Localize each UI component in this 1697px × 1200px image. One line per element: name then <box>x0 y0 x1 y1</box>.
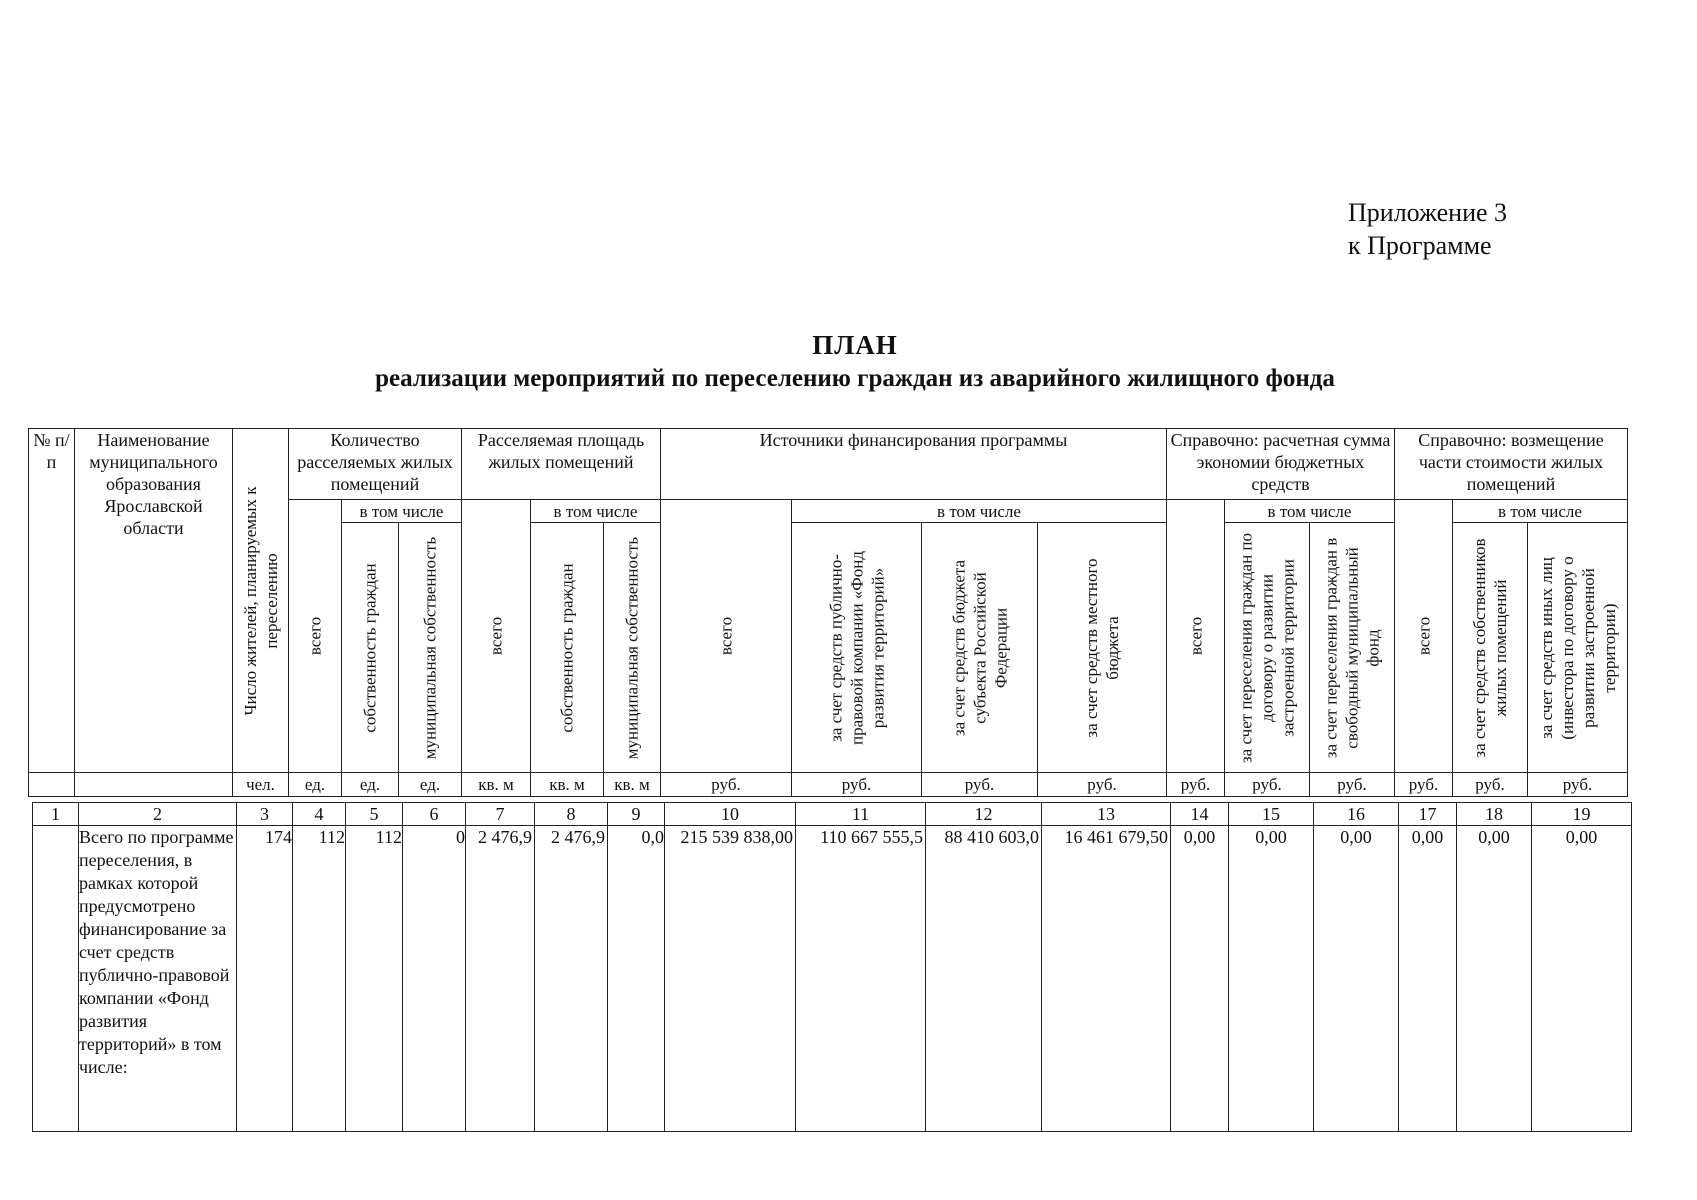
header-finance-incl: в том числе <box>792 500 1167 523</box>
column-number: 16 <box>1314 803 1399 826</box>
row-value: 2 476,9 <box>466 826 535 1132</box>
row-value: 0,00 <box>1532 826 1632 1132</box>
row-value: 16 461 679,50 <box>1042 826 1171 1132</box>
column-number: 11 <box>796 803 926 826</box>
header-fund-region: за счет средств бюджета субъекта Российской Федерации <box>922 523 1038 773</box>
header-comp-others: за счет средств иных лиц (инвестора по договору о развитии застроенной территории) <box>1528 523 1628 773</box>
unit-cell: кв. м <box>462 773 531 797</box>
header-finance-total: всего <box>661 500 792 773</box>
header-comp-incl: в том числе <box>1453 500 1628 523</box>
column-number: 8 <box>535 803 608 826</box>
title-subheading: реализации мероприятий по переселению граждан из аварийного жилищного фонда <box>375 365 1335 392</box>
row-value: 0,00 <box>1457 826 1532 1132</box>
unit-cell: ед. <box>289 773 342 797</box>
column-number: 7 <box>466 803 535 826</box>
row-value: 0,00 <box>1229 826 1314 1132</box>
column-number: 1 <box>33 803 79 826</box>
unit-cell: руб. <box>1167 773 1225 797</box>
header-group-finance: Источники финансирования программы <box>661 429 1167 500</box>
table-row <box>33 826 1632 1132</box>
column-number: 17 <box>1399 803 1457 826</box>
header-group-rooms: Количество расселяемых жилых помещений <box>289 429 462 500</box>
unit-cell-empty <box>29 773 75 797</box>
header-area-incl: в том числе <box>531 500 661 523</box>
column-number: 9 <box>608 803 665 826</box>
column-number: 14 <box>1171 803 1229 826</box>
units-row <box>29 773 1628 797</box>
column-number: 18 <box>1457 803 1532 826</box>
row-value: 112 <box>293 826 346 1132</box>
appendix-line-2: к Программе <box>1348 231 1492 260</box>
column-number: 3 <box>237 803 293 826</box>
unit-cell: руб. <box>922 773 1038 797</box>
header-fund-public: за счет средств публично-правовой компании «Фонд развития территорий» <box>792 523 922 773</box>
appendix-line-1: Приложение 3 <box>1348 198 1508 227</box>
header-area-municipal: муниципальная собственность <box>604 523 661 773</box>
header-residents: Число жителей, планируемых к переселению <box>233 429 289 773</box>
row-value: 0,00 <box>1171 826 1229 1132</box>
row-value: 0 <box>403 826 466 1132</box>
header-rooms-incl: в том числе <box>342 500 462 523</box>
header-municipality: Наименование муниципального образования Ярославской области <box>75 429 233 773</box>
row-value: 2 476,9 <box>535 826 608 1132</box>
unit-cell: руб. <box>1225 773 1310 797</box>
unit-cell: руб. <box>1395 773 1453 797</box>
plan-header-table <box>28 428 1628 797</box>
header-savings-free: за счет переселения граждан в свободный муниципальный фонд <box>1310 523 1395 773</box>
title-heading: ПЛАН <box>812 330 898 360</box>
unit-cell: кв. м <box>604 773 661 797</box>
header-area-citizens: собственность граждан <box>531 523 604 773</box>
header-group-area: Расселяемая площадь жилых помещений <box>462 429 661 500</box>
row-value: 0,0 <box>608 826 665 1132</box>
column-number: 13 <box>1042 803 1171 826</box>
header-group-compensation: Справочно: возмещение части стоимости жилых помещений <box>1395 429 1628 500</box>
header-rooms-municipal: муниципальная собственность <box>399 523 462 773</box>
row-value: 174 <box>237 826 293 1132</box>
header-rooms-citizens: собственность граждан <box>342 523 399 773</box>
document-title <box>0 328 1697 396</box>
column-number: 10 <box>665 803 796 826</box>
header-comp-owners: за счет средств собственников жилых помещений <box>1453 523 1528 773</box>
unit-cell: руб. <box>661 773 792 797</box>
unit-cell: руб. <box>1528 773 1628 797</box>
header-fund-local: за счет средств местного бюджета <box>1038 523 1167 773</box>
column-numbers-row <box>33 803 1632 826</box>
unit-cell: руб. <box>1038 773 1167 797</box>
header-rooms-total: всего <box>289 500 342 773</box>
header-group-savings: Справочно: расчетная сумма экономии бюджетных средств <box>1167 429 1395 500</box>
row-value: 0,00 <box>1399 826 1457 1132</box>
column-number: 2 <box>79 803 237 826</box>
row-value: 0,00 <box>1314 826 1399 1132</box>
row-value: 215 539 838,00 <box>665 826 796 1132</box>
header-num: № п/п <box>29 429 75 773</box>
column-number: 6 <box>403 803 466 826</box>
header-savings-contract: за счет переселения граждан по договору о развитии застроенной территории <box>1225 523 1310 773</box>
unit-cell: руб. <box>1453 773 1528 797</box>
header-comp-total: всего <box>1395 500 1453 773</box>
column-number: 5 <box>346 803 403 826</box>
appendix-label <box>1348 196 1507 262</box>
unit-cell: ед. <box>399 773 462 797</box>
row-name: Всего по программе переселения, в рамках которой предусмотрено финансирование за счет средств публично-правовой компании «Фонд развития территорий» в том числе: <box>79 826 237 1132</box>
unit-cell: руб. <box>792 773 922 797</box>
header-area-total: всего <box>462 500 531 773</box>
column-number: 4 <box>293 803 346 826</box>
unit-cell: кв. м <box>531 773 604 797</box>
row-value: 88 410 603,0 <box>926 826 1042 1132</box>
plan-body-table <box>32 802 1632 1132</box>
unit-cell: чел. <box>233 773 289 797</box>
row-value: 112 <box>346 826 403 1132</box>
unit-cell: руб. <box>1310 773 1395 797</box>
header-savings-total: всего <box>1167 500 1225 773</box>
row-number <box>33 826 79 1132</box>
header-savings-incl: в том числе <box>1225 500 1395 523</box>
row-value: 110 667 555,5 <box>796 826 926 1132</box>
column-number: 12 <box>926 803 1042 826</box>
column-number: 15 <box>1229 803 1314 826</box>
column-number: 19 <box>1532 803 1632 826</box>
unit-cell: ед. <box>342 773 399 797</box>
unit-cell-empty <box>75 773 233 797</box>
